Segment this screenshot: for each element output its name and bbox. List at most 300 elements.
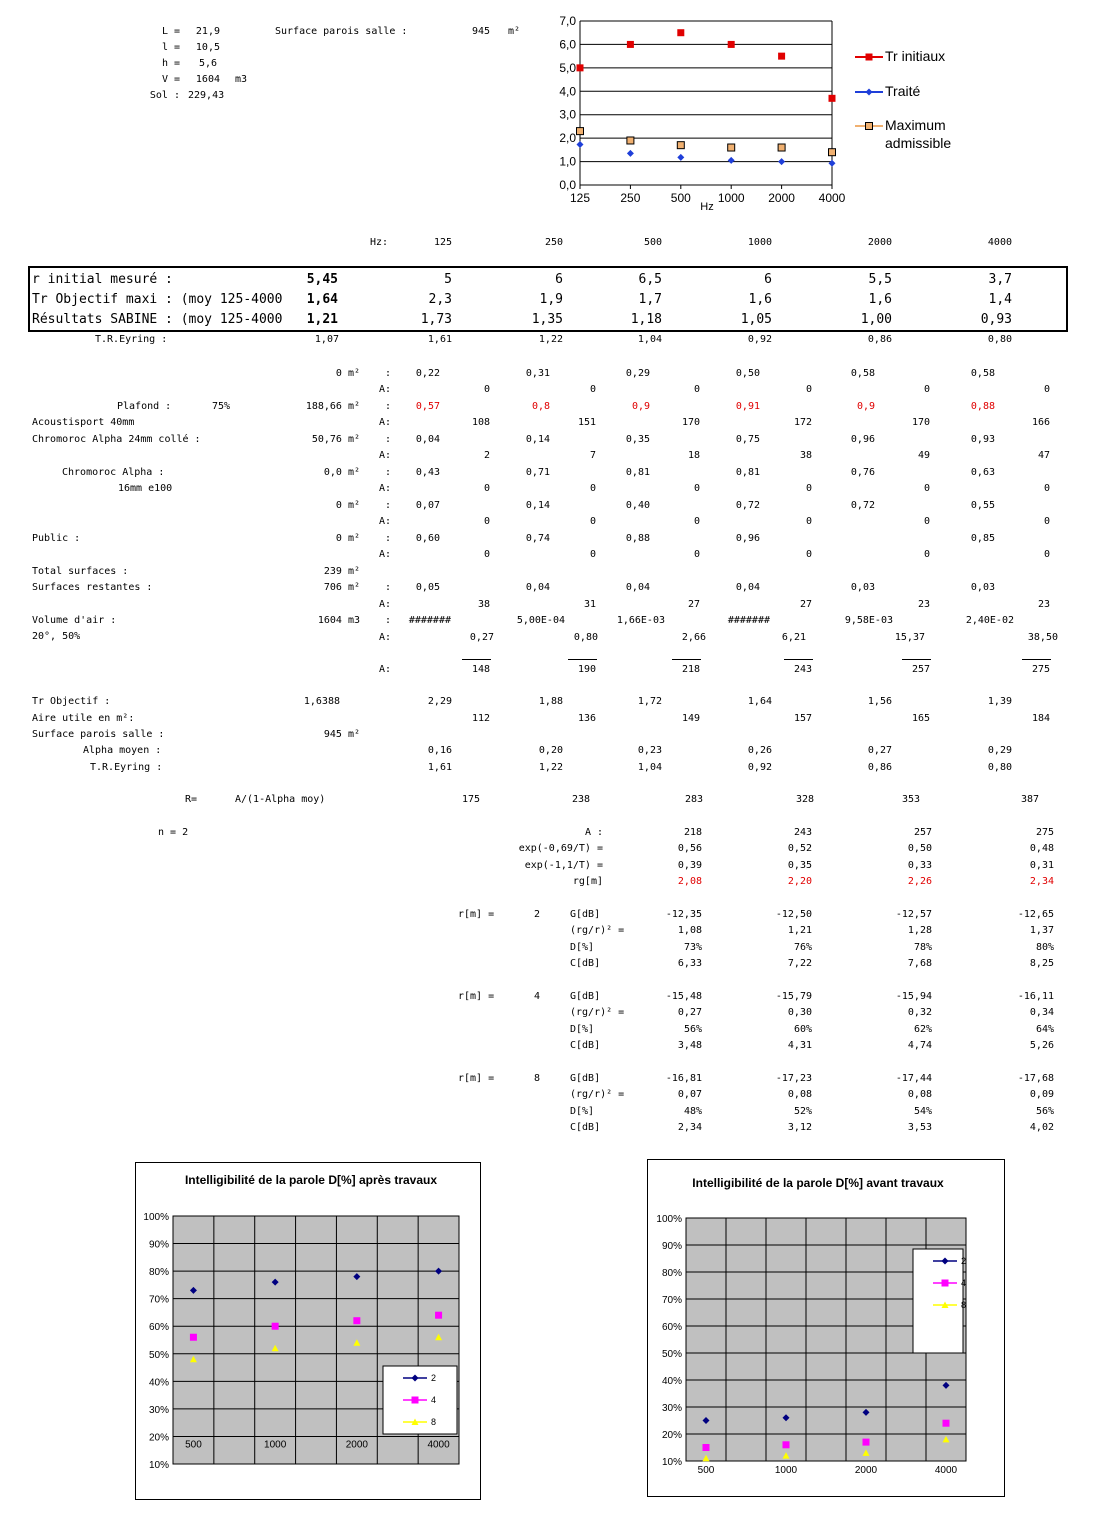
freq-header-1000: 1000 <box>747 237 772 248</box>
tr-objectif-value: 1,6388 <box>303 696 340 707</box>
r-value: 2 <box>533 909 540 920</box>
surface-parois-label: Surface parois salle : <box>32 729 165 740</box>
material-alpha: 0,72 <box>850 500 875 511</box>
r-block-D-label: D[%] <box>570 941 595 953</box>
r-block-G-val: -16,81 <box>665 1073 702 1084</box>
eyring-top-val: 1,22 <box>538 334 563 345</box>
material-alpha: 0,60 <box>415 533 440 544</box>
r-block-rg-val: 1,08 <box>677 925 702 937</box>
chart-before-title: Intelligibilité de la parole D[%] avant travaux <box>692 1176 944 1190</box>
y-tick-label: 5,0 <box>559 60 576 75</box>
legend-label-tr-initiaux: Tr initiaux <box>885 48 946 64</box>
box-row2-val: 2,3 <box>428 292 452 307</box>
r-block-C-val: 3,53 <box>907 1121 932 1133</box>
point-series-4 <box>272 1323 279 1330</box>
y-tick-label: 90% <box>148 1239 169 1251</box>
x-tick-label: 4000 <box>427 1439 450 1451</box>
dim-h-label: h = <box>161 58 180 69</box>
dim-sol-value: 229,43 <box>188 90 225 101</box>
material-alpha: 0,9 <box>856 401 875 412</box>
material-A: 108 <box>471 417 490 428</box>
aire-utile-val: 136 <box>577 713 596 724</box>
r-block-D-val: 48% <box>683 1105 702 1117</box>
r-block-rg-val: 1,28 <box>907 925 932 937</box>
r-block-rg-val: 0,34 <box>1029 1007 1054 1019</box>
volume-air-alpha: 5,00E-04 <box>516 615 565 626</box>
r-block-D-val: 78% <box>913 941 932 953</box>
material-alpha: 0,93 <box>970 434 995 445</box>
point-tr-initiaux <box>677 29 684 36</box>
n-label: n = 2 <box>158 827 189 838</box>
freq-header-2000: 2000 <box>867 237 892 248</box>
r-block-D-label: D[%] <box>570 1105 595 1117</box>
material-alpha: 0,63 <box>970 467 995 478</box>
x-tick-label: 500 <box>185 1439 202 1451</box>
r-block-C-val: 5,26 <box>1029 1039 1054 1051</box>
y-tick-label: 70% <box>148 1294 169 1306</box>
tr-objectif-val: 1,88 <box>538 696 563 707</box>
box-row1-val: 5 <box>444 272 452 287</box>
box-row3-val: 0,93 <box>980 312 1012 327</box>
dim-l-value: 10,5 <box>195 42 220 53</box>
eyring-top-label: T.R.Eyring : <box>95 334 168 345</box>
restantes-alpha: 0,04 <box>625 582 650 593</box>
alpha-moyen-val: 0,23 <box>637 745 662 756</box>
tr-eyring2-val: 0,80 <box>987 762 1012 773</box>
y-tick-label: 50% <box>148 1349 169 1361</box>
total-underline <box>568 659 597 660</box>
r-block-D-val: 64% <box>1035 1023 1054 1035</box>
dim-V-value: 1604 <box>195 74 220 85</box>
x-tick-label: 4000 <box>934 1465 958 1476</box>
total-surfaces-value: 239 m² <box>323 566 360 577</box>
tr-objectif-val: 1,56 <box>867 696 892 707</box>
alpha-moyen-label: Alpha moyen : <box>83 745 162 756</box>
eyring-top-val: 0,92 <box>747 334 772 345</box>
box-row2-label: Tr Objectif maxi : (moy 125-4000 <box>32 292 283 307</box>
calc-rg-label: rg[m] <box>572 876 603 887</box>
A-label: A: <box>379 483 392 494</box>
legend-label: 4 <box>431 1395 437 1405</box>
y-tick-label: 1,0 <box>559 154 576 169</box>
r-block-rg-val: 0,09 <box>1029 1089 1054 1101</box>
total-underline <box>672 659 701 660</box>
box-row3-avg: 1,21 <box>306 312 338 327</box>
material-A: 0 <box>483 516 490 527</box>
box-row3-val: 1,00 <box>860 312 892 327</box>
volume-air-label: Volume d'air : <box>32 615 117 626</box>
alpha-moyen-val: 0,20 <box>538 745 563 756</box>
tr-eyring2-label: T.R.Eyring : <box>90 762 163 773</box>
R-label: R= <box>185 794 198 805</box>
legend-label-traite: Traité <box>885 83 921 99</box>
y-tick-label: 50% <box>661 1349 682 1360</box>
volume-air-A: 0,80 <box>573 632 598 643</box>
r-block-rg-label: (rg/r)² = <box>570 1007 625 1019</box>
r-block-rg-val: 0,08 <box>907 1089 932 1101</box>
y-tick-label: 10% <box>661 1457 682 1468</box>
material-A: 38 <box>799 450 812 461</box>
y-tick-label: 20% <box>148 1432 169 1444</box>
restantes-A: 23 <box>1037 599 1050 610</box>
box-row1-val: 6 <box>764 272 772 287</box>
calc-exp1-val: 0,50 <box>907 843 932 854</box>
y-tick-label: 80% <box>661 1268 682 1279</box>
r-block-C-val: 2,34 <box>677 1121 702 1133</box>
material-A: 49 <box>917 450 930 461</box>
material-A: 170 <box>681 417 700 428</box>
A-total: 148 <box>471 664 490 675</box>
x-tick-label: 2000 <box>345 1439 368 1451</box>
material-area: 0,0 m² <box>323 467 360 478</box>
dim-h-value: 5,6 <box>198 58 217 69</box>
material-alpha: 0,76 <box>850 467 875 478</box>
calc-exp2-val: 0,31 <box>1029 860 1054 871</box>
material-A: 0 <box>923 483 930 494</box>
A-label: A: <box>379 417 392 428</box>
r-block-rg-val: 1,21 <box>787 925 812 937</box>
aire-utile-val: 184 <box>1031 713 1050 724</box>
material-alpha: 0,43 <box>415 467 440 478</box>
point-traité <box>577 141 584 148</box>
restantes-A: 23 <box>917 599 930 610</box>
x-tick-label: 500 <box>697 1465 715 1476</box>
material-alpha: 0,31 <box>525 368 550 379</box>
y-tick-label: 40% <box>661 1376 682 1387</box>
legend-label: 8 <box>431 1417 437 1427</box>
restantes-A: 31 <box>583 599 596 610</box>
legend-label-maximum: Maximum <box>885 117 946 133</box>
y-tick-label: 100% <box>143 1212 169 1223</box>
material-alpha: 0,85 <box>970 533 995 544</box>
volume-air-sub: 20°, 50% <box>32 631 81 642</box>
A-total: 218 <box>681 664 700 675</box>
material-A: 2 <box>483 450 490 461</box>
y-tick-label: 40% <box>148 1377 169 1389</box>
surface-label: Surface parois salle : <box>275 26 408 37</box>
calc-A-label: A : <box>584 827 603 838</box>
total-underline <box>902 659 931 660</box>
volume-air-A: 2,66 <box>681 632 706 643</box>
material-alpha: 0,55 <box>970 500 995 511</box>
total-surfaces-label: Total surfaces : <box>32 566 129 577</box>
restantes-alpha: 0,03 <box>850 582 875 593</box>
r-label: r[m] = <box>458 909 495 920</box>
point-series-4 <box>703 1444 710 1451</box>
r-block-G-val: -17,44 <box>895 1073 932 1084</box>
surface-unit: m² <box>508 26 521 37</box>
eyring-top-val: 0,80 <box>987 334 1012 345</box>
surfaces-restantes-value: 706 m² <box>323 582 360 593</box>
point-series-4 <box>190 1334 197 1341</box>
material-A: 0 <box>805 516 812 527</box>
calc-rg-val: 2,34 <box>1029 876 1054 887</box>
A-label: A: <box>379 664 392 675</box>
r-block-D-val: 62% <box>913 1023 932 1035</box>
material-A: 0 <box>1043 516 1050 527</box>
volume-air-value: 1604 m3 <box>317 615 360 626</box>
r-block-D-val: 56% <box>683 1023 702 1035</box>
material-A: 0 <box>693 483 700 494</box>
eyring-top-val: 1,04 <box>637 334 662 345</box>
point-tr-initiaux <box>577 64 584 71</box>
r-block-G-val: -12,35 <box>665 909 702 920</box>
material-alpha: 0,72 <box>735 500 760 511</box>
y-tick-label: 10% <box>148 1460 169 1471</box>
y-tick-label: 20% <box>661 1430 682 1441</box>
material-alpha: 0,96 <box>850 434 875 445</box>
box-row2-val: 1,4 <box>988 292 1012 307</box>
point-tr-initiaux <box>728 41 735 48</box>
legend-marker <box>866 123 873 130</box>
eyring-top-val: 1,61 <box>427 334 452 345</box>
tr-eyring2-val: 0,86 <box>867 762 892 773</box>
x-tick-label: 125 <box>569 191 591 205</box>
volume-air-A: 15,37 <box>894 632 925 643</box>
A-label: A: <box>379 632 392 643</box>
point-tr-initiaux <box>778 53 785 60</box>
aire-utile-val: 157 <box>793 713 812 724</box>
volume-air-A: 0,27 <box>469 632 494 643</box>
point-traité <box>778 158 785 165</box>
calc-rg-val: 2,08 <box>677 876 702 887</box>
calc-rg-val: 2,26 <box>907 876 932 887</box>
calc-A-val: 275 <box>1035 827 1054 838</box>
box-row1-val: 6 <box>555 272 563 287</box>
material-alpha: 0,50 <box>735 368 760 379</box>
x-tick-label: 250 <box>620 191 641 205</box>
r-block-C-label: C[dB] <box>570 1121 601 1133</box>
material-A: 0 <box>1043 483 1050 494</box>
R-formula: A/(1-Alpha moy) <box>235 794 326 805</box>
material-alpha: 0,71 <box>525 467 550 478</box>
chart-after-plot <box>135 1162 479 1498</box>
aire-utile-val: 165 <box>911 713 930 724</box>
material-name: Chromoroc Alpha 24mm collé : <box>32 434 201 445</box>
dim-sol-label: Sol : <box>149 90 180 101</box>
point-maximum-admissible <box>778 144 785 151</box>
A-label: A: <box>379 384 392 395</box>
calc-exp1-val: 0,48 <box>1029 843 1054 854</box>
legend-marker <box>866 89 873 96</box>
aire-utile-val: 149 <box>681 713 700 724</box>
box-row1-avg: 5,45 <box>306 272 338 287</box>
calc-exp1-val: 0,52 <box>787 843 812 854</box>
tr-chart <box>540 10 980 220</box>
alpha-moyen-val: 0,16 <box>427 745 452 756</box>
material-alpha: 0,58 <box>850 368 875 379</box>
freq-header-125: 125 <box>433 237 452 248</box>
point-traité <box>627 150 634 157</box>
freq-header-500: 500 <box>643 237 662 248</box>
restantes-alpha: 0,05 <box>415 582 440 593</box>
point-maximum-admissible <box>829 149 836 156</box>
r-block-D-val: 60% <box>793 1023 812 1035</box>
material-alpha: 0,07 <box>415 500 440 511</box>
r-block-G-label: G[dB] <box>570 991 601 1002</box>
point-traité <box>728 157 735 164</box>
point-series-4 <box>943 1420 950 1427</box>
dim-V-label: V = <box>161 74 180 85</box>
calc-exp2-val: 0,39 <box>677 860 702 871</box>
legend-label: 8 <box>961 1300 967 1310</box>
legend-label: 2 <box>961 1256 967 1266</box>
material-A: 172 <box>793 417 812 428</box>
tr-objectif-label: Tr Objectif : <box>32 696 111 707</box>
material-area: 50,76 m² <box>311 434 360 445</box>
material-A: 0 <box>805 384 812 395</box>
material-alpha: 0,96 <box>735 533 760 544</box>
y-tick-label: 30% <box>148 1404 169 1416</box>
r-block-C-val: 3,12 <box>787 1121 812 1133</box>
r-block-C-val: 7,22 <box>787 957 812 969</box>
colon-mark: : <box>385 434 392 445</box>
material-A: 166 <box>1031 417 1050 428</box>
r-block-C-val: 4,74 <box>907 1039 932 1051</box>
y-tick-label: 2,0 <box>559 131 576 146</box>
calc-rg-val: 2,20 <box>787 876 812 887</box>
y-tick-label: 60% <box>148 1322 169 1334</box>
x-tick-label: 1000 <box>717 191 745 205</box>
y-tick-label: 7,0 <box>559 14 576 28</box>
colon-mark: : <box>385 368 392 379</box>
material-A: 0 <box>483 483 490 494</box>
A-label: A: <box>379 599 392 610</box>
restantes-alpha: 0,04 <box>735 582 760 593</box>
tr-eyring2-val: 1,22 <box>538 762 563 773</box>
calc-exp2-val: 0,33 <box>907 860 932 871</box>
box-row1-label: r initial mesuré : <box>32 272 173 287</box>
point-tr-initiaux <box>627 41 634 48</box>
colon-mark: : <box>385 533 392 544</box>
r-block-D-val: 54% <box>913 1105 932 1117</box>
A-total: 243 <box>793 664 812 675</box>
r-block-D-label: D[%] <box>570 1023 595 1035</box>
material-A: 0 <box>693 549 700 560</box>
surfaces-restantes-label: Surfaces restantes : <box>32 582 153 593</box>
aire-utile-label: Aire utile en m²: <box>32 713 135 724</box>
eyring-top-avg: 1,07 <box>314 334 339 345</box>
r-block-rg-label: (rg/r)² = <box>570 1089 625 1101</box>
r-block-C-label: C[dB] <box>570 1039 601 1051</box>
material-alpha: 0,88 <box>625 533 650 544</box>
x-tick-label: 2000 <box>854 1465 878 1476</box>
chart-after-title: Intelligibilité de la parole D[%] après travaux <box>184 1173 438 1187</box>
calc-exp2-label: exp(-1,1/T) = <box>524 860 603 871</box>
tr-objectif-val: 1,39 <box>987 696 1012 707</box>
dim-V-unit: m3 <box>235 74 248 85</box>
box-row2-val: 1,9 <box>539 292 563 307</box>
material-A: 0 <box>589 384 596 395</box>
box-row2-avg: 1,64 <box>306 292 338 307</box>
volume-air-alpha: ####### <box>408 615 451 626</box>
material-alpha: 0,35 <box>625 434 650 445</box>
r-block-G-val: -15,94 <box>895 991 932 1002</box>
r-block-G-label: G[dB] <box>570 909 601 920</box>
material-A: 0 <box>693 384 700 395</box>
material-A: 0 <box>589 483 596 494</box>
volume-air-alpha: 2,40E-02 <box>965 615 1014 626</box>
r-block-rg-val: 0,07 <box>677 1089 702 1101</box>
legend-label: 2 <box>431 1373 437 1383</box>
x-axis-label: Hz <box>700 201 714 213</box>
r-block-rg-val: 0,30 <box>787 1007 812 1019</box>
material-name: Public : <box>32 533 81 544</box>
x-tick-label: 2000 <box>768 191 795 205</box>
tr-objectif-val: 2,29 <box>427 696 452 707</box>
material-alpha: 0,81 <box>625 467 650 478</box>
r-block-rg-label: (rg/r)² = <box>570 925 625 937</box>
material-name: Chromoroc Alpha : <box>62 467 165 478</box>
r-block-rg-val: 0,27 <box>677 1007 702 1019</box>
volume-air-alpha: 1,66E-03 <box>616 615 665 626</box>
r-block-C-val: 8,25 <box>1029 957 1054 969</box>
r-block-D-val: 52% <box>793 1105 812 1117</box>
chart-before-plot <box>647 1159 1003 1495</box>
material-area: 0 m² <box>335 533 360 544</box>
colon-mark: : <box>385 401 392 412</box>
material-alpha: 0,04 <box>415 434 440 445</box>
x-tick-label: 1000 <box>774 1465 798 1476</box>
point-traité <box>829 160 836 167</box>
legend-marker <box>412 1397 419 1404</box>
tr-eyring2-val: 1,61 <box>427 762 452 773</box>
r-value: 8 <box>533 1073 540 1084</box>
eyring-top-val: 0,86 <box>867 334 892 345</box>
restantes-A: 38 <box>477 599 490 610</box>
box-row3-val: 1,73 <box>420 312 452 327</box>
r-block-G-val: -12,50 <box>775 909 812 920</box>
r-block-G-val: -15,79 <box>775 991 812 1002</box>
point-maximum-admissible <box>677 142 684 149</box>
y-tick-label: 6,0 <box>559 37 576 52</box>
calc-A-val: 257 <box>913 827 932 838</box>
y-tick-label: 3,0 <box>559 107 576 122</box>
y-tick-label: 0,0 <box>559 178 576 192</box>
surface-parois-value: 945 m² <box>323 729 360 740</box>
legend-label: 4 <box>961 1278 967 1288</box>
total-underline <box>462 659 491 660</box>
r-block-C-val: 4,02 <box>1029 1121 1054 1133</box>
r-block-D-val: 73% <box>683 941 702 953</box>
material-alpha: 0,14 <box>525 434 550 445</box>
material-alpha: 0,40 <box>625 500 650 511</box>
material-A: 0 <box>805 483 812 494</box>
material-alpha: 0,14 <box>525 500 550 511</box>
r-block-rg-val: 1,37 <box>1029 925 1054 937</box>
material-A: 18 <box>687 450 700 461</box>
volume-air-A: 6,21 <box>781 632 806 643</box>
tr-eyring2-val: 0,92 <box>747 762 772 773</box>
total-underline <box>784 659 813 660</box>
material-sub: 16mm e100 <box>118 483 173 494</box>
r-block-G-val: -12,57 <box>895 909 932 920</box>
colon-mark: : <box>385 615 392 626</box>
restantes-alpha: 0,03 <box>970 582 995 593</box>
calc-exp1-label: exp(-0,69/T) = <box>518 843 603 854</box>
material-A: 170 <box>911 417 930 428</box>
y-tick-label: 80% <box>148 1267 169 1279</box>
r-block-D-val: 80% <box>1035 941 1054 953</box>
y-tick-label: 100% <box>656 1214 682 1225</box>
A-total: 257 <box>911 664 930 675</box>
A-label: A: <box>379 516 392 527</box>
box-row1-val: 3,7 <box>988 272 1012 287</box>
R-val: 175 <box>461 794 480 805</box>
colon-mark: : <box>385 467 392 478</box>
r-block-D-val: 56% <box>1035 1105 1054 1117</box>
R-val: 387 <box>1020 794 1039 805</box>
